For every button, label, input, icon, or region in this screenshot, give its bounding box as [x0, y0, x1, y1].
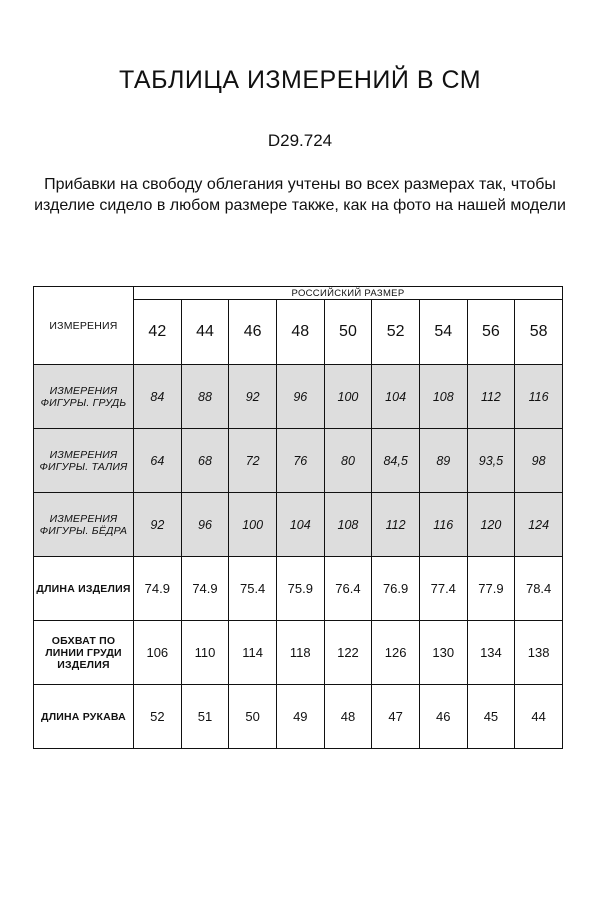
table-cell: 104 [372, 365, 420, 429]
table-cell: 77.9 [467, 557, 515, 621]
table-cell: 76.9 [372, 557, 420, 621]
size-42: 42 [134, 300, 182, 365]
table-cell: 118 [276, 621, 324, 685]
row-label: ИЗМЕРЕНИЯ ФИГУРЫ. ТАЛИЯ [34, 429, 134, 493]
table-cell: 116 [515, 365, 563, 429]
table-row [34, 621, 563, 685]
table-cell: 138 [515, 621, 563, 685]
table-cell: 76 [276, 429, 324, 493]
table-cell: 92 [229, 365, 277, 429]
table-row [34, 493, 563, 557]
table-cell: 50 [229, 685, 277, 749]
table-cell: 64 [134, 429, 182, 493]
fit-note: Прибавки на свободу облегания учтены во всех размерах так, чтобы изделие сидело в любом размере также, как на фото на нашей модели [34, 176, 566, 214]
table-cell: 112 [467, 365, 515, 429]
table-cell: 72 [229, 429, 277, 493]
table-cell: 47 [372, 685, 420, 749]
table-cell: 44 [515, 685, 563, 749]
size-58: 58 [515, 300, 563, 365]
table-cell: 100 [229, 493, 277, 557]
size-header-row [34, 287, 563, 300]
table-cell: 126 [372, 621, 420, 685]
size-50: 50 [324, 300, 372, 365]
table-cell: 108 [324, 493, 372, 557]
product-code: D29.724 [267, 131, 333, 150]
size-48: 48 [276, 300, 324, 365]
table-cell: 51 [181, 685, 229, 749]
table-cell: 130 [419, 621, 467, 685]
table-cell: 116 [419, 493, 467, 557]
table-cell: 120 [467, 493, 515, 557]
table-cell: 75.9 [276, 557, 324, 621]
table-cell: 49 [276, 685, 324, 749]
table-cell: 96 [181, 493, 229, 557]
table-cell: 106 [134, 621, 182, 685]
table-cell: 122 [324, 621, 372, 685]
table-cell: 75.4 [229, 557, 277, 621]
table-cell: 77.4 [419, 557, 467, 621]
row-label: ДЛИНА ИЗДЕЛИЯ [34, 557, 134, 621]
table-row [34, 557, 563, 621]
table-cell: 96 [276, 365, 324, 429]
size-52: 52 [372, 300, 420, 365]
table-cell: 112 [372, 493, 420, 557]
table-row [34, 685, 563, 749]
table-cell: 93,5 [467, 429, 515, 493]
table-cell: 78.4 [515, 557, 563, 621]
table-cell: 84 [134, 365, 182, 429]
table-cell: 88 [181, 365, 229, 429]
row-label: ИЗМЕРЕНИЯ ФИГУРЫ. БЁДРА [34, 493, 134, 557]
size-44: 44 [181, 300, 229, 365]
page-title: ТАБЛИЦА ИЗМЕРЕНИЙ В СМ [118, 66, 482, 94]
row-label: ОБХВАТ ПО ЛИНИИ ГРУДИ ИЗДЕЛИЯ [34, 621, 134, 685]
table-cell: 74.9 [134, 557, 182, 621]
table-cell: 45 [467, 685, 515, 749]
table-cell: 46 [419, 685, 467, 749]
size-table-body [34, 365, 563, 749]
measurements-header: ИЗМЕРЕНИЯ [34, 287, 134, 365]
size-46: 46 [229, 300, 277, 365]
table-cell: 52 [134, 685, 182, 749]
table-cell: 89 [419, 429, 467, 493]
table-cell: 108 [419, 365, 467, 429]
table-row [34, 429, 563, 493]
table-cell: 110 [181, 621, 229, 685]
size-table [33, 286, 563, 749]
table-cell: 124 [515, 493, 563, 557]
table-cell: 48 [324, 685, 372, 749]
table-cell: 92 [134, 493, 182, 557]
table-cell: 84,5 [372, 429, 420, 493]
table-cell: 114 [229, 621, 277, 685]
size-56: 56 [467, 300, 515, 365]
table-cell: 98 [515, 429, 563, 493]
russian-size-header: РОССИЙСКИЙ РАЗМЕР [134, 287, 563, 300]
size-54: 54 [419, 300, 467, 365]
table-cell: 68 [181, 429, 229, 493]
table-cell: 74.9 [181, 557, 229, 621]
row-label: ИЗМЕРЕНИЯ ФИГУРЫ. ГРУДЬ [34, 365, 134, 429]
table-cell: 134 [467, 621, 515, 685]
table-cell: 80 [324, 429, 372, 493]
table-cell: 100 [324, 365, 372, 429]
table-cell: 76.4 [324, 557, 372, 621]
row-label: ДЛИНА РУКАВА [34, 685, 134, 749]
table-row [34, 365, 563, 429]
table-cell: 104 [276, 493, 324, 557]
